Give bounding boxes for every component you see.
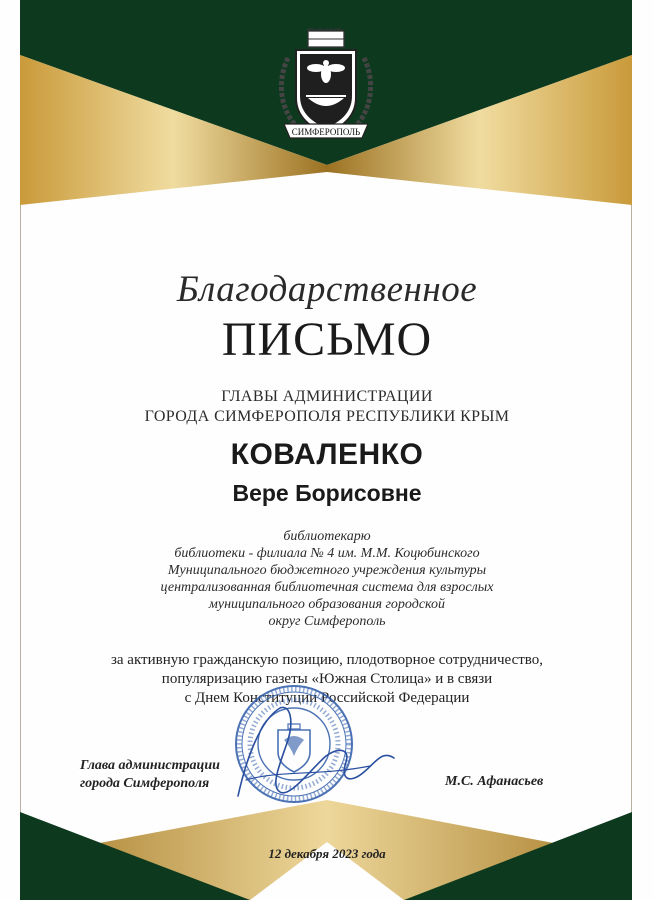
position-line: централизованная библиотечная система для взрослых	[160, 580, 494, 595]
position-line: Муниципального бюджетного учреждения культуры	[167, 563, 487, 578]
issuer-line-1: ГЛАВЫ АДМИНИСТРАЦИИ	[221, 388, 433, 405]
signatory-title-line-2: города Симферополя	[80, 776, 210, 791]
certificate-title-script: Благодарственное	[176, 269, 478, 310]
issuer-line-2: ГОРОДА СИМФЕРОПОЛЯ РЕСПУБЛИКИ КРЫМ	[144, 408, 510, 425]
simferopol-coat-of-arms-icon	[270, 28, 382, 150]
handwritten-signature	[150, 700, 440, 810]
issue-date: 12 декабря 2023 года	[268, 846, 386, 861]
signatory-title-line-1: Глава администрации	[80, 758, 220, 773]
position-line: округ Симферополь	[268, 614, 386, 629]
position-line: муниципального образования городской	[208, 597, 446, 612]
reason-line: с Днем Конституции Российской Федерации	[184, 690, 470, 706]
emblem-label: СИМФЕРОПОЛЬ	[291, 127, 361, 137]
reason-line: за активную гражданскую позицию, плодотворное сотрудничество,	[110, 652, 544, 668]
signatory-name: М.С. Афанасьев	[445, 774, 544, 789]
recipient-surname: КОВАЛЕНКО	[230, 438, 424, 471]
reason-line: популяризацию газеты «Южная Столица» и в связи	[161, 671, 493, 687]
position-line: библиотекарю	[283, 529, 371, 544]
certificate-title-main: ПИСЬМО	[221, 313, 433, 366]
recipient-names: Вере Борисовне	[232, 480, 422, 506]
position-line: библиотеки - филиала № 4 им. М.М. Коцюбинского	[174, 546, 480, 561]
